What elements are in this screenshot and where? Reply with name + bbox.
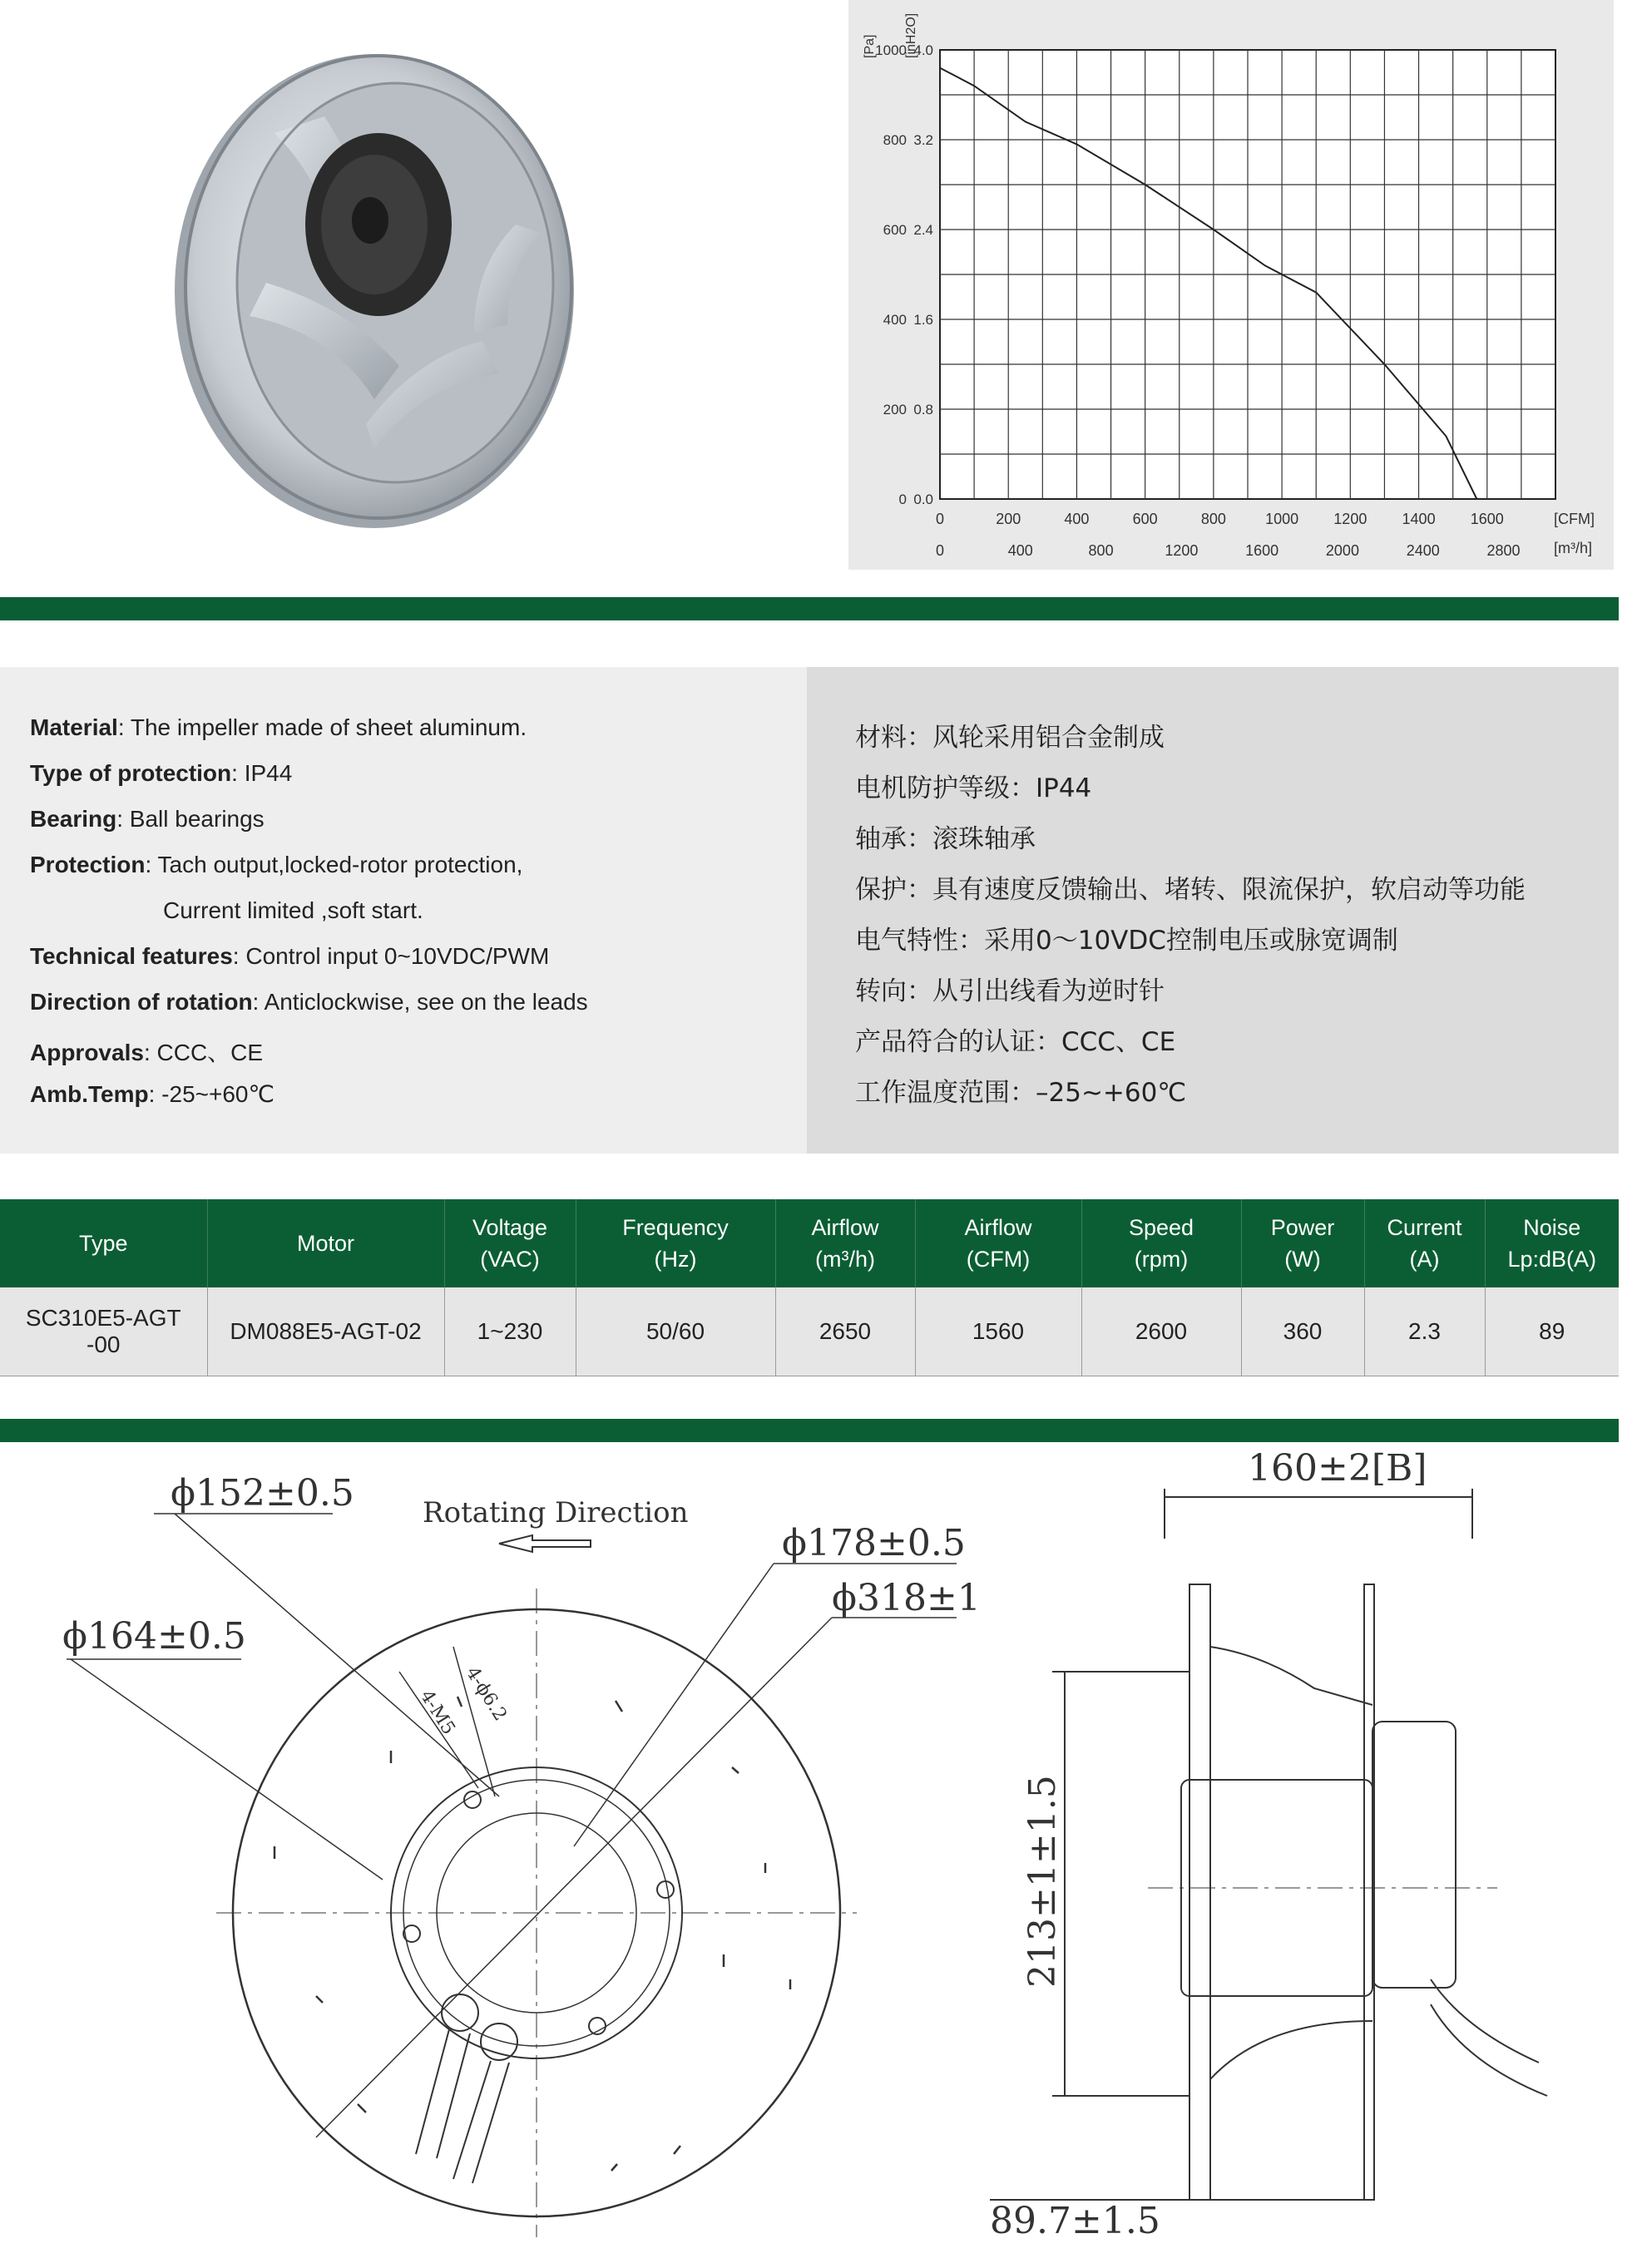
- spec-direction: Direction of rotation: Anticlockwise, see on the leads: [30, 989, 588, 1015]
- y-right-axis-label: [inH2O]: [904, 12, 918, 58]
- x-top-unit: [CFM]: [1554, 511, 1595, 527]
- section-divider-top: [0, 597, 1619, 620]
- spec-cn-protection: 保护：具有速度反馈输出、堵转、限流保护，软启动等功能: [855, 875, 1526, 905]
- cell-noise: 89: [1485, 1287, 1619, 1376]
- spec-cn-approvals: 产品符合的认证：CCC、CE: [855, 1027, 1176, 1057]
- technical-drawings: [0, 1447, 1637, 2268]
- rotating-direction-label: Rotating Direction: [423, 1496, 689, 1529]
- spec-amb-temp: Amb.Temp: -25~+60℃: [30, 1081, 274, 1107]
- x-top-tick-label: 1000: [1265, 511, 1299, 527]
- dim-depth: 89.7±1.5: [990, 2200, 1160, 2242]
- header-voltage: Voltage (VAC): [444, 1199, 576, 1287]
- y-left-tick-label: 400: [883, 312, 907, 328]
- y-left-tick-label: 600: [883, 222, 907, 238]
- model-spec-table: [0, 1199, 1619, 1376]
- dim-d164: ϕ164±0.5: [62, 1615, 246, 1658]
- header-noise: Noise Lp:dB(A): [1485, 1199, 1619, 1287]
- spec-technical-features: Technical features: Control input 0~10VDC/PWM: [30, 943, 550, 969]
- side-view-drawing: [990, 1489, 1547, 2200]
- dim-hole1: 4-ϕ6.2: [461, 1663, 511, 1725]
- dim-height: 213±1±1.5: [1021, 1775, 1064, 1988]
- spec-cn-bearing: 轴承：滚珠轴承: [855, 824, 1036, 854]
- dim-d152: ϕ152±0.5: [171, 1472, 354, 1514]
- spec-approvals: Approvals: CCC、CE: [30, 1040, 264, 1065]
- header-frequency: Frequency (Hz): [576, 1199, 775, 1287]
- x-top-tick-label: 800: [1200, 511, 1226, 527]
- x-top-tick-label: 1400: [1402, 511, 1436, 527]
- x-top-tick-label: 200: [996, 511, 1021, 527]
- spec-protection-cont: Current limited ,soft start.: [163, 897, 423, 923]
- dim-hole2: 4-M5: [415, 1686, 459, 1739]
- cell-airflow-m3h: 2650: [775, 1287, 915, 1376]
- x-top-tick-label: 600: [1132, 511, 1158, 527]
- spec-bearing: Bearing: Ball bearings: [30, 806, 265, 832]
- header-type: Type: [0, 1199, 207, 1287]
- header-airflow-cfm: Airflow (CFM): [915, 1199, 1081, 1287]
- cell-frequency: 50/60: [576, 1287, 775, 1376]
- x-top-tick-label: 400: [1064, 511, 1090, 527]
- spec-cn-electrical: 电气特性：采用0～10VDC控制电压或脉宽调制: [855, 926, 1398, 956]
- cell-type: SC310E5-AGT -00: [0, 1287, 207, 1376]
- x-bottom-tick-label: 400: [1007, 542, 1033, 559]
- spec-cn-temp: 工作温度范围：–25~+60℃: [855, 1078, 1187, 1108]
- specs-chinese-panel: [807, 667, 1619, 1154]
- header-current: Current (A): [1364, 1199, 1485, 1287]
- dim-width: 160±2[B]: [1248, 1447, 1427, 1490]
- header-power: Power (W): [1241, 1199, 1364, 1287]
- x-bottom-tick-label: 1200: [1165, 542, 1199, 559]
- y-right-tick-label: 2.4: [913, 222, 933, 238]
- dim-d318: ϕ318±1: [832, 1577, 981, 1619]
- y-right-tick-label: 4.0: [913, 42, 933, 58]
- cell-current: 2.3: [1364, 1287, 1485, 1376]
- header-motor: Motor: [207, 1199, 444, 1287]
- spec-protection-type: Type of protection: IP44: [30, 760, 293, 786]
- spec-protection: Protection: Tach output,locked-rotor protection,: [30, 852, 523, 877]
- performance-chart-svg: [848, 0, 1614, 570]
- y-left-tick-label: 200: [883, 402, 907, 418]
- header-speed: Speed (rpm): [1081, 1199, 1241, 1287]
- x-bottom-tick-label: 2000: [1325, 542, 1359, 559]
- x-top-tick-label: 0: [935, 511, 945, 527]
- specs-english-panel: [0, 667, 807, 1154]
- spec-cn-direction: 转向：从引出线看为逆时针: [855, 976, 1165, 1006]
- spec-cn-protection-type: 电机防护等级：IP44: [855, 773, 1092, 803]
- y-right-tick-label: 0.0: [913, 492, 933, 507]
- cell-airflow-cfm: 1560: [915, 1287, 1081, 1376]
- spec-cn-material: 材料：风轮采用铝合金制成: [855, 723, 1165, 753]
- x-bottom-tick-label: 2800: [1486, 542, 1521, 559]
- cell-power: 360: [1241, 1287, 1364, 1376]
- spec-material: Material: The impeller made of sheet aluminum.: [30, 714, 527, 740]
- x-bottom-tick-label: 800: [1088, 542, 1114, 559]
- dim-d178: ϕ178±0.5: [782, 1522, 966, 1564]
- x-bottom-tick-label: 1600: [1245, 542, 1279, 559]
- cell-motor: DM088E5-AGT-02: [207, 1287, 444, 1376]
- x-bottom-unit: [m³/h]: [1554, 540, 1593, 556]
- cell-voltage: 1~230: [444, 1287, 576, 1376]
- y-right-tick-label: 1.6: [913, 312, 933, 328]
- y-left-tick-label: 800: [883, 132, 907, 148]
- cell-speed: 2600: [1081, 1287, 1241, 1376]
- fan-product-photo: [125, 17, 640, 549]
- x-top-tick-label: 1200: [1333, 511, 1367, 527]
- section-divider-bottom: [0, 1419, 1619, 1442]
- y-left-tick-label: 1000: [875, 42, 907, 58]
- header-airflow-m3h: Airflow (m³/h): [775, 1199, 915, 1287]
- y-left-axis-label: [Pa]: [863, 34, 877, 58]
- y-left-tick-label: 0: [898, 492, 907, 507]
- x-bottom-tick-label: 0: [935, 542, 945, 559]
- y-right-tick-label: 0.8: [913, 402, 933, 418]
- table-row: [0, 1287, 1619, 1376]
- table-header-row: [0, 1199, 1619, 1287]
- performance-chart: [848, 0, 1614, 570]
- x-top-tick-label: 1600: [1470, 511, 1504, 527]
- x-bottom-tick-label: 2400: [1406, 542, 1440, 559]
- y-right-tick-label: 3.2: [913, 132, 933, 148]
